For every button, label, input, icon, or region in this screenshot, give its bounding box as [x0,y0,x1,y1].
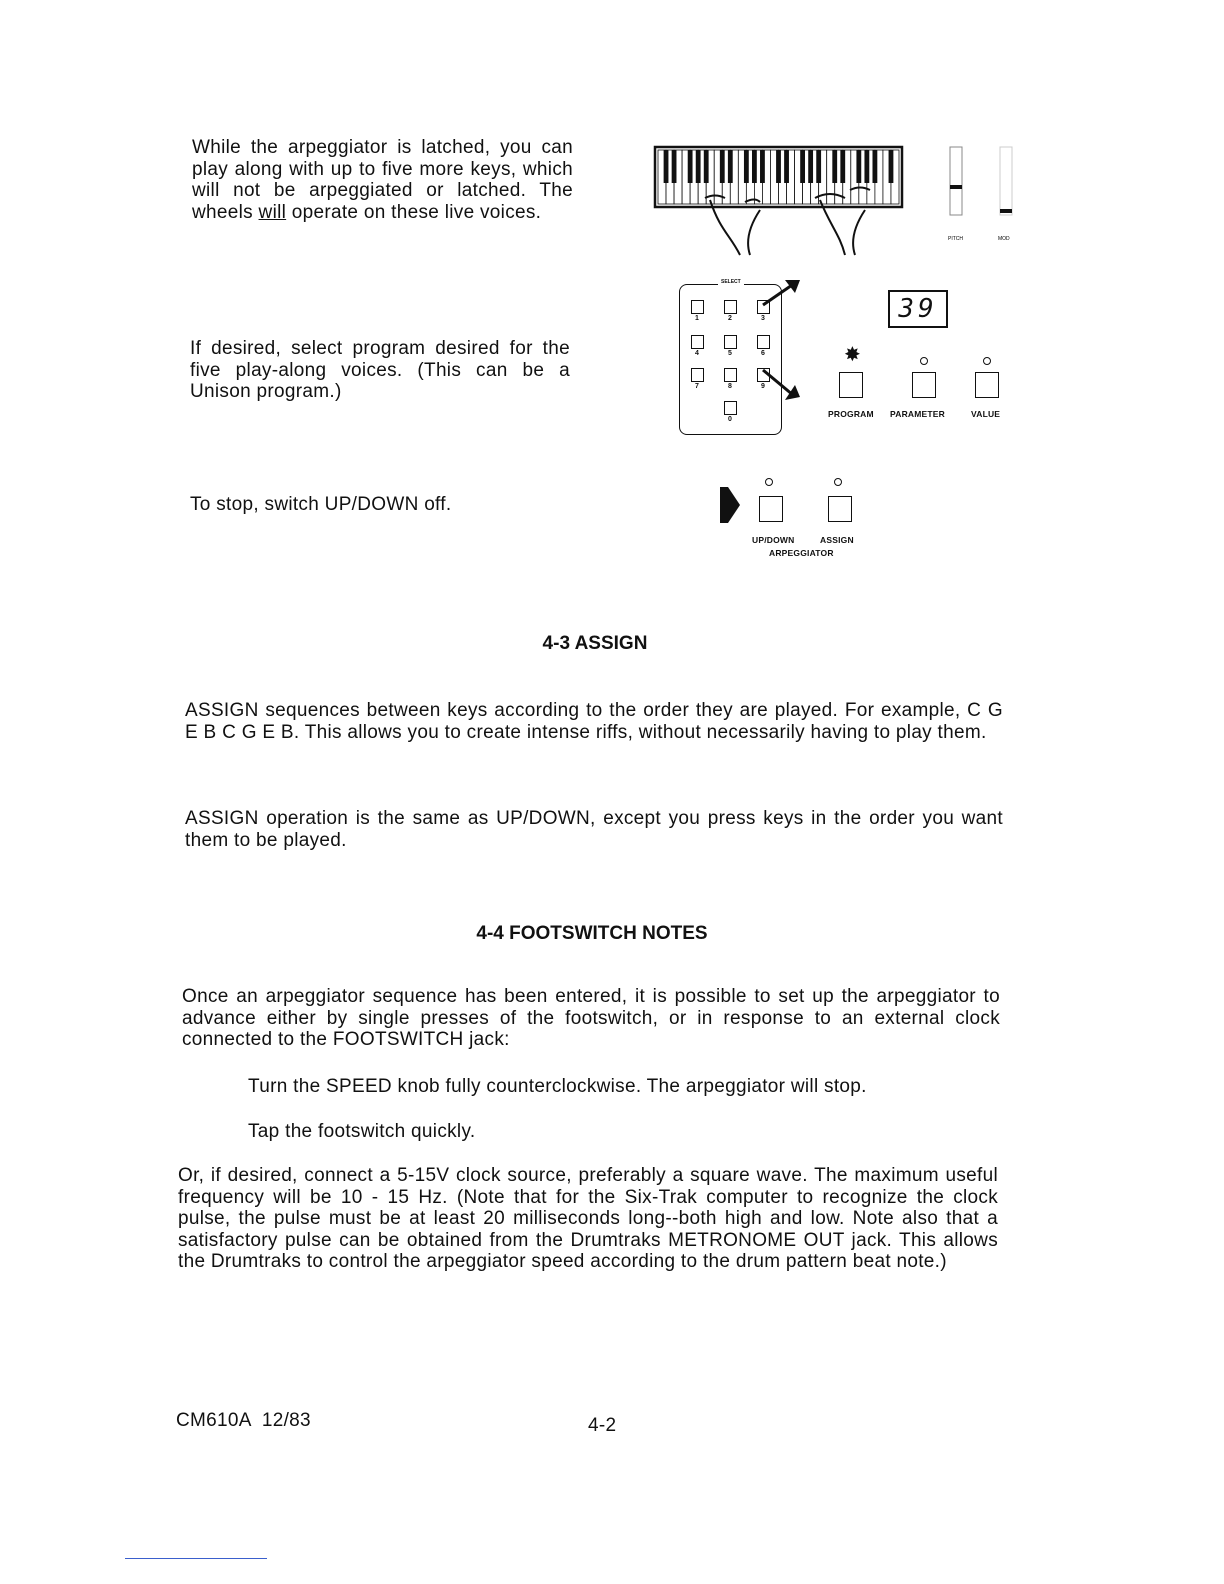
select-key-5[interactable] [724,335,737,349]
assign-button[interactable] [828,496,852,522]
page-number: 4-2 [588,1415,617,1436]
select-label: SELECT [718,279,744,285]
select-key-label: 8 [728,383,732,390]
select-key-label: 7 [695,383,699,390]
footswitch-heading: 4-4 FOOTSWITCH NOTES [476,923,708,944]
parameter-button[interactable] [912,372,936,398]
select-key-label: 5 [728,350,732,357]
latched-text: While the arpeggiator is latched, you can play along with up to five more keys, which will not be arpeggiated or latched. The wheels [192,137,573,223]
select-key-label: 0 [728,416,732,423]
stop-paragraph: To stop, switch UP/DOWN off. [190,494,452,515]
black-key [688,150,693,183]
footswitch-paragraph-2: Or, if desired, connect a 5-15V clock source, preferably a square wave. The maximum useful frequency will be 10 - 15 Hz. (Note that for the Six-Trak computer to recognize the clock pulse, the pulse must be at least 20 milliseconds long--both high and low. Note also that a satisfactory pulse can be obtained from the Drumtraks METRONOME OUT jack. This allows the Drumtraks to control the arpeggiator speed according to the drum pattern beat note.) [178,1165,998,1272]
value-label: VALUE [971,409,1001,419]
mod-label: MOD [998,236,1010,242]
footswitch-step-1: Turn the SPEED knob fully counterclockwise. The arpeggiator will stop. [248,1076,867,1097]
black-key [760,150,765,183]
select-key-2[interactable] [724,300,737,314]
black-key [816,150,821,183]
pitch-wheel [950,147,962,215]
select-key-label: 3 [761,315,765,322]
black-key [672,150,677,183]
mod-wheel [1000,147,1012,215]
black-key [776,150,781,183]
select-key-label: 9 [761,383,765,390]
black-key [720,150,725,183]
program-paragraph: If desired, select program desired for the five play-along voices. (This can be a Unison program.) [190,338,570,402]
program-display: 39 [888,290,948,328]
footswitch-step-2: Tap the footswitch quickly. [248,1121,476,1142]
keyboard-keys [658,150,899,204]
latched-paragraph [192,137,573,223]
selection-arrows [755,275,805,405]
select-key-label: 6 [761,350,765,357]
arrow-icon [785,385,800,400]
select-key-label: 2 [728,315,732,322]
updown-label: UP/DOWN [752,535,795,545]
black-key [856,150,861,183]
black-key [808,150,813,183]
black-key [872,150,877,183]
select-key-label: 1 [695,315,699,322]
assign-heading: 4-3 ASSIGN [542,633,648,654]
black-key [784,150,789,183]
black-key [800,150,805,183]
value-button[interactable] [975,372,999,398]
select-key-4[interactable] [691,335,704,349]
parameter-led-icon [920,357,928,365]
black-key [728,150,733,183]
select-key-7[interactable] [691,368,704,382]
value-led-icon [983,357,991,365]
black-key [864,150,869,183]
pointer-arrow-icon [720,484,742,526]
select-key-label: 4 [695,350,699,357]
black-key [696,150,701,183]
black-key [664,150,669,183]
assign-paragraph-1: ASSIGN sequences between keys according to the order they are played. For example, C G E B C G E B. This allows you to create intense riffs, without necessarily having to play them. [185,700,1003,743]
assign-label: ASSIGN [820,535,854,545]
black-key [704,150,709,183]
assign-led-icon [834,478,842,486]
mod-wheel-marker [1000,209,1012,213]
footer-rule [125,1558,267,1559]
latched-underlined-word: will [258,201,287,223]
pitch-wheel-marker [950,185,962,189]
pitch-label: PITCH [948,236,963,242]
latched-text-end: operate on these live voices. [291,201,542,223]
assign-paragraph-2: ASSIGN operation is the same as UP/DOWN, except you press keys in the order you want them to be played. [185,808,1003,851]
arpeggiator-label: ARPEGGIATOR [769,548,834,558]
select-key-8[interactable] [724,368,737,382]
black-key [840,150,845,183]
program-label: PROGRAM [828,409,874,419]
arrow-icon [785,280,800,293]
select-key-1[interactable] [691,300,704,314]
black-key [832,150,837,183]
document-id: CM610A 12/83 [176,1410,311,1431]
updown-button[interactable] [759,496,783,522]
program-button[interactable] [839,372,863,398]
footswitch-paragraph-1: Once an arpeggiator sequence has been entered, it is possible to set up the arpeggiator to advance either by single presses of the footswitch, or in response to an external clock connected to the FOOTSWITCH jack: [182,986,1000,1050]
updown-led-icon [765,478,773,486]
program-led-lit-icon: ✸ [844,344,861,366]
black-key [744,150,749,183]
black-key [752,150,757,183]
select-key-0[interactable] [724,401,737,415]
black-key [889,150,894,183]
parameter-label: PARAMETER [890,409,946,419]
